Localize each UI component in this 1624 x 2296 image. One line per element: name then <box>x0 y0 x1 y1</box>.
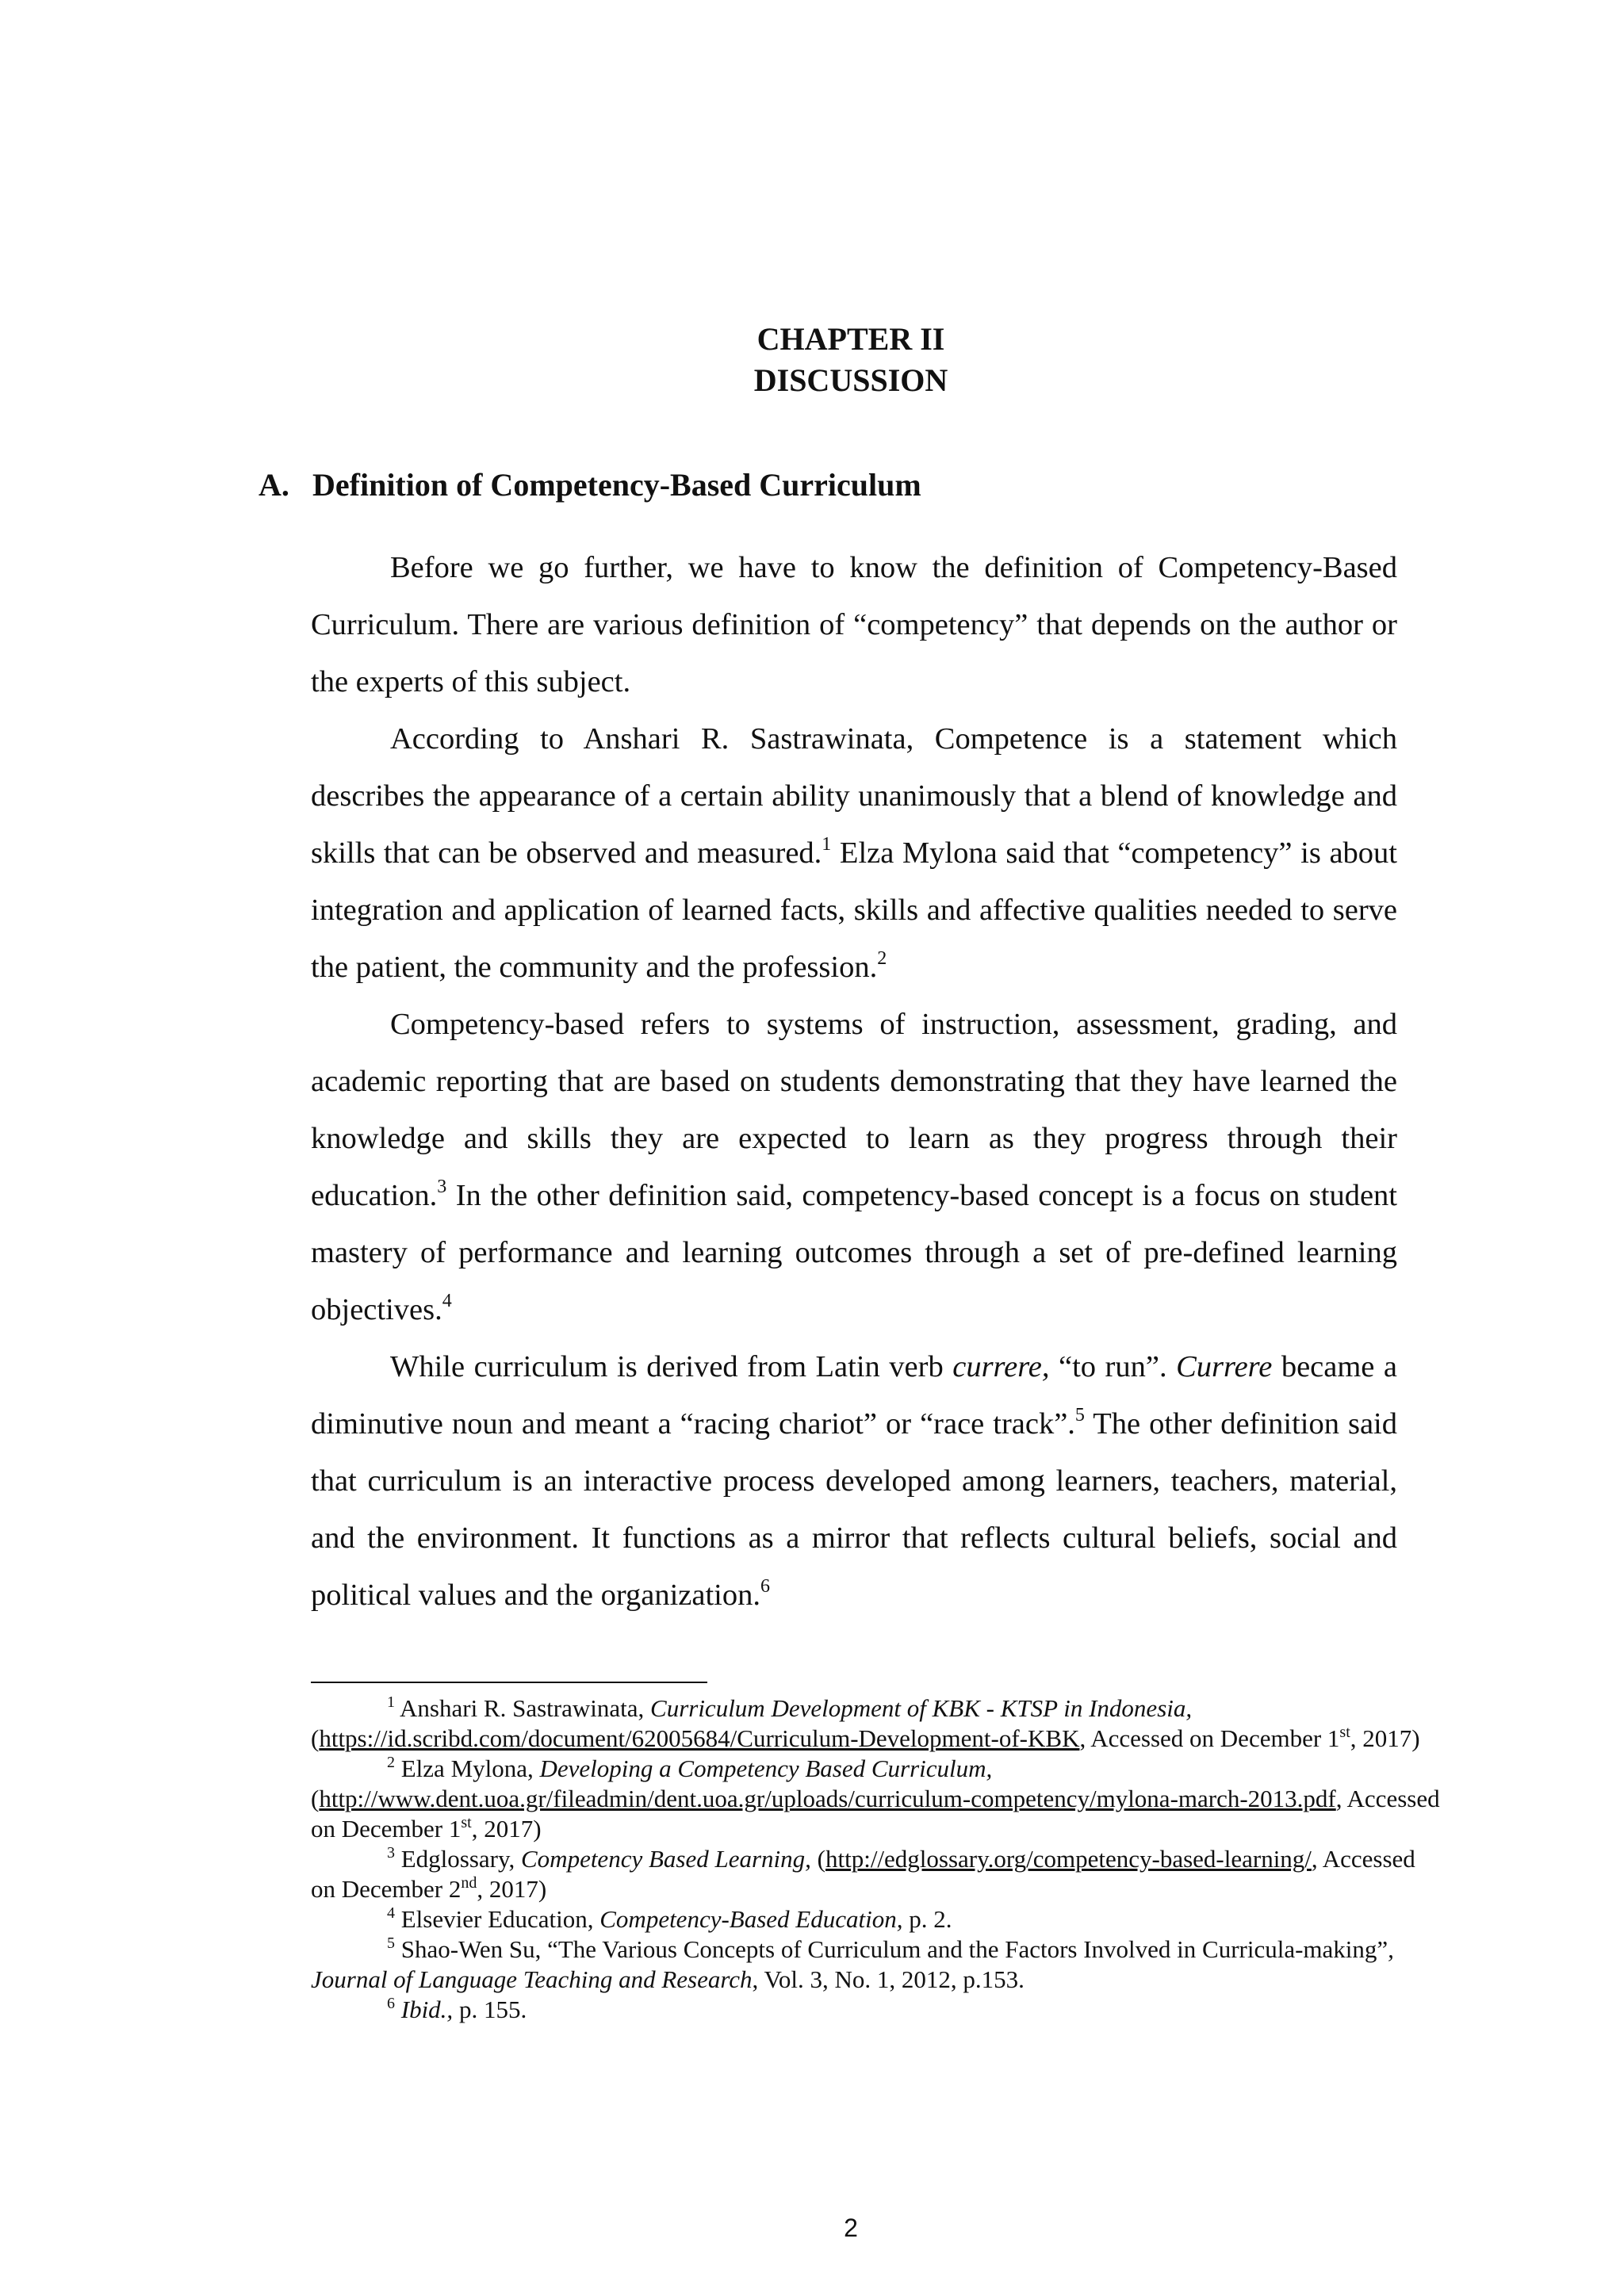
footnote-author: Elsevier Education, <box>395 1905 600 1933</box>
footnote-number: 5 <box>387 1934 395 1952</box>
footnote-ref[interactable]: 5 <box>1074 1405 1085 1426</box>
paragraph-text: Competency-based refers to systems of instruction, assessment, grading, and academic reporting that are based on students demonstrating that they have learned the knowledge and skills they are expected to learn as they progress through their education. <box>311 1008 1397 1212</box>
footnote-title: Developing a Competency Based Curriculum, <box>539 1755 993 1782</box>
footnote-text: , Accessed on December 2 <box>311 1845 1415 1903</box>
section-heading <box>259 465 921 506</box>
paragraph-text: became a diminutive noun and meant a “racing chariot” or “race track”. <box>311 1350 1397 1441</box>
footnote-author: Edglossary, <box>395 1845 521 1873</box>
footnote-link[interactable]: http://edglossary.org/competency-based-learning/ <box>825 1845 1312 1873</box>
footnote-title: Competency Based Learning, <box>521 1845 811 1873</box>
footnote-title: , Journal of Language Teaching and Research <box>311 1935 1394 1993</box>
footnote-number: 6 <box>387 1994 395 2012</box>
footnote-punct: ( <box>311 1724 320 1752</box>
ordinal-suffix: st <box>461 1813 472 1831</box>
footnote-text: , Accessed on December 1 <box>311 1785 1440 1843</box>
footnotes <box>311 1693 1445 2025</box>
footnote-author: Shao-Wen Su, “The Various Concepts of Curriculum and the Factors Involved in Curricula-making” <box>395 1935 1388 1963</box>
paragraph-text: While curriculum is derived from Latin verb <box>390 1350 953 1383</box>
footnote-ref[interactable]: 1 <box>822 834 832 855</box>
section-title: Definition of Competency-Based Curriculum <box>312 467 921 503</box>
footnote-number: 3 <box>387 1843 395 1862</box>
footnote-text: p. 2. <box>902 1905 952 1933</box>
chapter-heading <box>0 319 1624 401</box>
footnote-link[interactable]: http://www.dent.uoa.gr/fileadmin/dent.uoa.gr/uploads/curriculum-competency/mylona-march-2013.pdf <box>319 1785 1336 1812</box>
footnote-divider <box>311 1682 707 1683</box>
section-label: A. <box>259 467 289 503</box>
paragraph-text: The other definition said that curriculum is an interactive process developed among learners, teachers, material, and the environment. It functions as a mirror that reflects cultural beliefs, social and political values and the organization. <box>311 1407 1397 1612</box>
footnote-title: Curriculum Development of KBK - KTSP in Indonesia, <box>650 1694 1193 1722</box>
footnote-text: , 2017) <box>471 1815 542 1843</box>
footnote-author: Anshari R. Sastrawinata, <box>395 1694 651 1722</box>
latin-term: currere, <box>952 1350 1050 1383</box>
paragraph-text: According to Anshari R. Sastrawinata, Competence is a statement which describes the appearance of a certain ability unanimously that a blend of knowledge and skills that can be observed and measured. <box>311 722 1397 870</box>
page-number: 2 <box>844 2214 858 2242</box>
footnote-ref[interactable]: 4 <box>442 1291 452 1312</box>
paragraph <box>311 539 1397 710</box>
paragraph-text: “to run”. <box>1049 1350 1177 1383</box>
footnote-3 <box>311 1844 1445 1904</box>
footnote-number: 2 <box>387 1753 395 1771</box>
paragraph-text: In the other definition said, competency-based concept is a focus on student mastery of performance and learning outcomes through a set of pre-defined learning objectives. <box>311 1179 1397 1326</box>
footnote-punct: ( <box>810 1845 825 1873</box>
paragraph-text: Before we go further, we have to know the definition of Competency-Based Curriculum. There are various definition of “competency” that depends on the author or the experts of this subject. <box>311 551 1397 698</box>
footnote-4 <box>311 1904 1445 1934</box>
footnote-1 <box>311 1693 1445 1754</box>
footnote-2 <box>311 1754 1445 1844</box>
ordinal-suffix: st <box>1339 1723 1350 1741</box>
footnote-ref[interactable]: 2 <box>877 948 887 970</box>
ordinal-suffix: nd <box>461 1873 477 1892</box>
chapter-title: DISCUSSION <box>753 362 948 398</box>
latin-term: Currere <box>1176 1350 1273 1383</box>
footnote-link[interactable]: https://id.scribd.com/document/62005684/Curriculum-Development-of-KBK <box>319 1724 1080 1752</box>
paragraph <box>311 1338 1397 1624</box>
footnote-5 <box>311 1934 1445 1995</box>
footnote-ref[interactable]: 6 <box>760 1576 770 1598</box>
footnote-author: Elza Mylona, <box>395 1755 540 1782</box>
footnote-text: , Accessed on December 1 <box>1079 1724 1340 1752</box>
footnote-number: 1 <box>387 1693 395 1711</box>
footnote-text: , 2017) <box>1350 1724 1420 1752</box>
footnote-text: , 2017) <box>477 1875 547 1903</box>
footnote-number: 4 <box>387 1904 395 1922</box>
chapter-number: CHAPTER II <box>756 321 945 357</box>
body-text <box>311 539 1397 1624</box>
footnote-ref[interactable]: 3 <box>437 1177 447 1198</box>
footnote-title: Competency-Based Education, <box>599 1905 903 1933</box>
paragraph <box>311 710 1397 996</box>
footnote-text: p. 155. <box>453 1996 527 2023</box>
footnote-text: , Vol. 3, No. 1, 2012, p.153. <box>752 1965 1025 1993</box>
paragraph-text: Elza Mylona said that “competency” is about integration and application of learned facts, skills and affective qualities needed to serve the patient, the community and the profession. <box>311 836 1397 984</box>
footnote-punct: ( <box>311 1785 320 1812</box>
footnote-title: Ibid., <box>400 1996 454 2023</box>
paragraph <box>311 996 1397 1338</box>
footnote-6 <box>311 1995 1445 2025</box>
